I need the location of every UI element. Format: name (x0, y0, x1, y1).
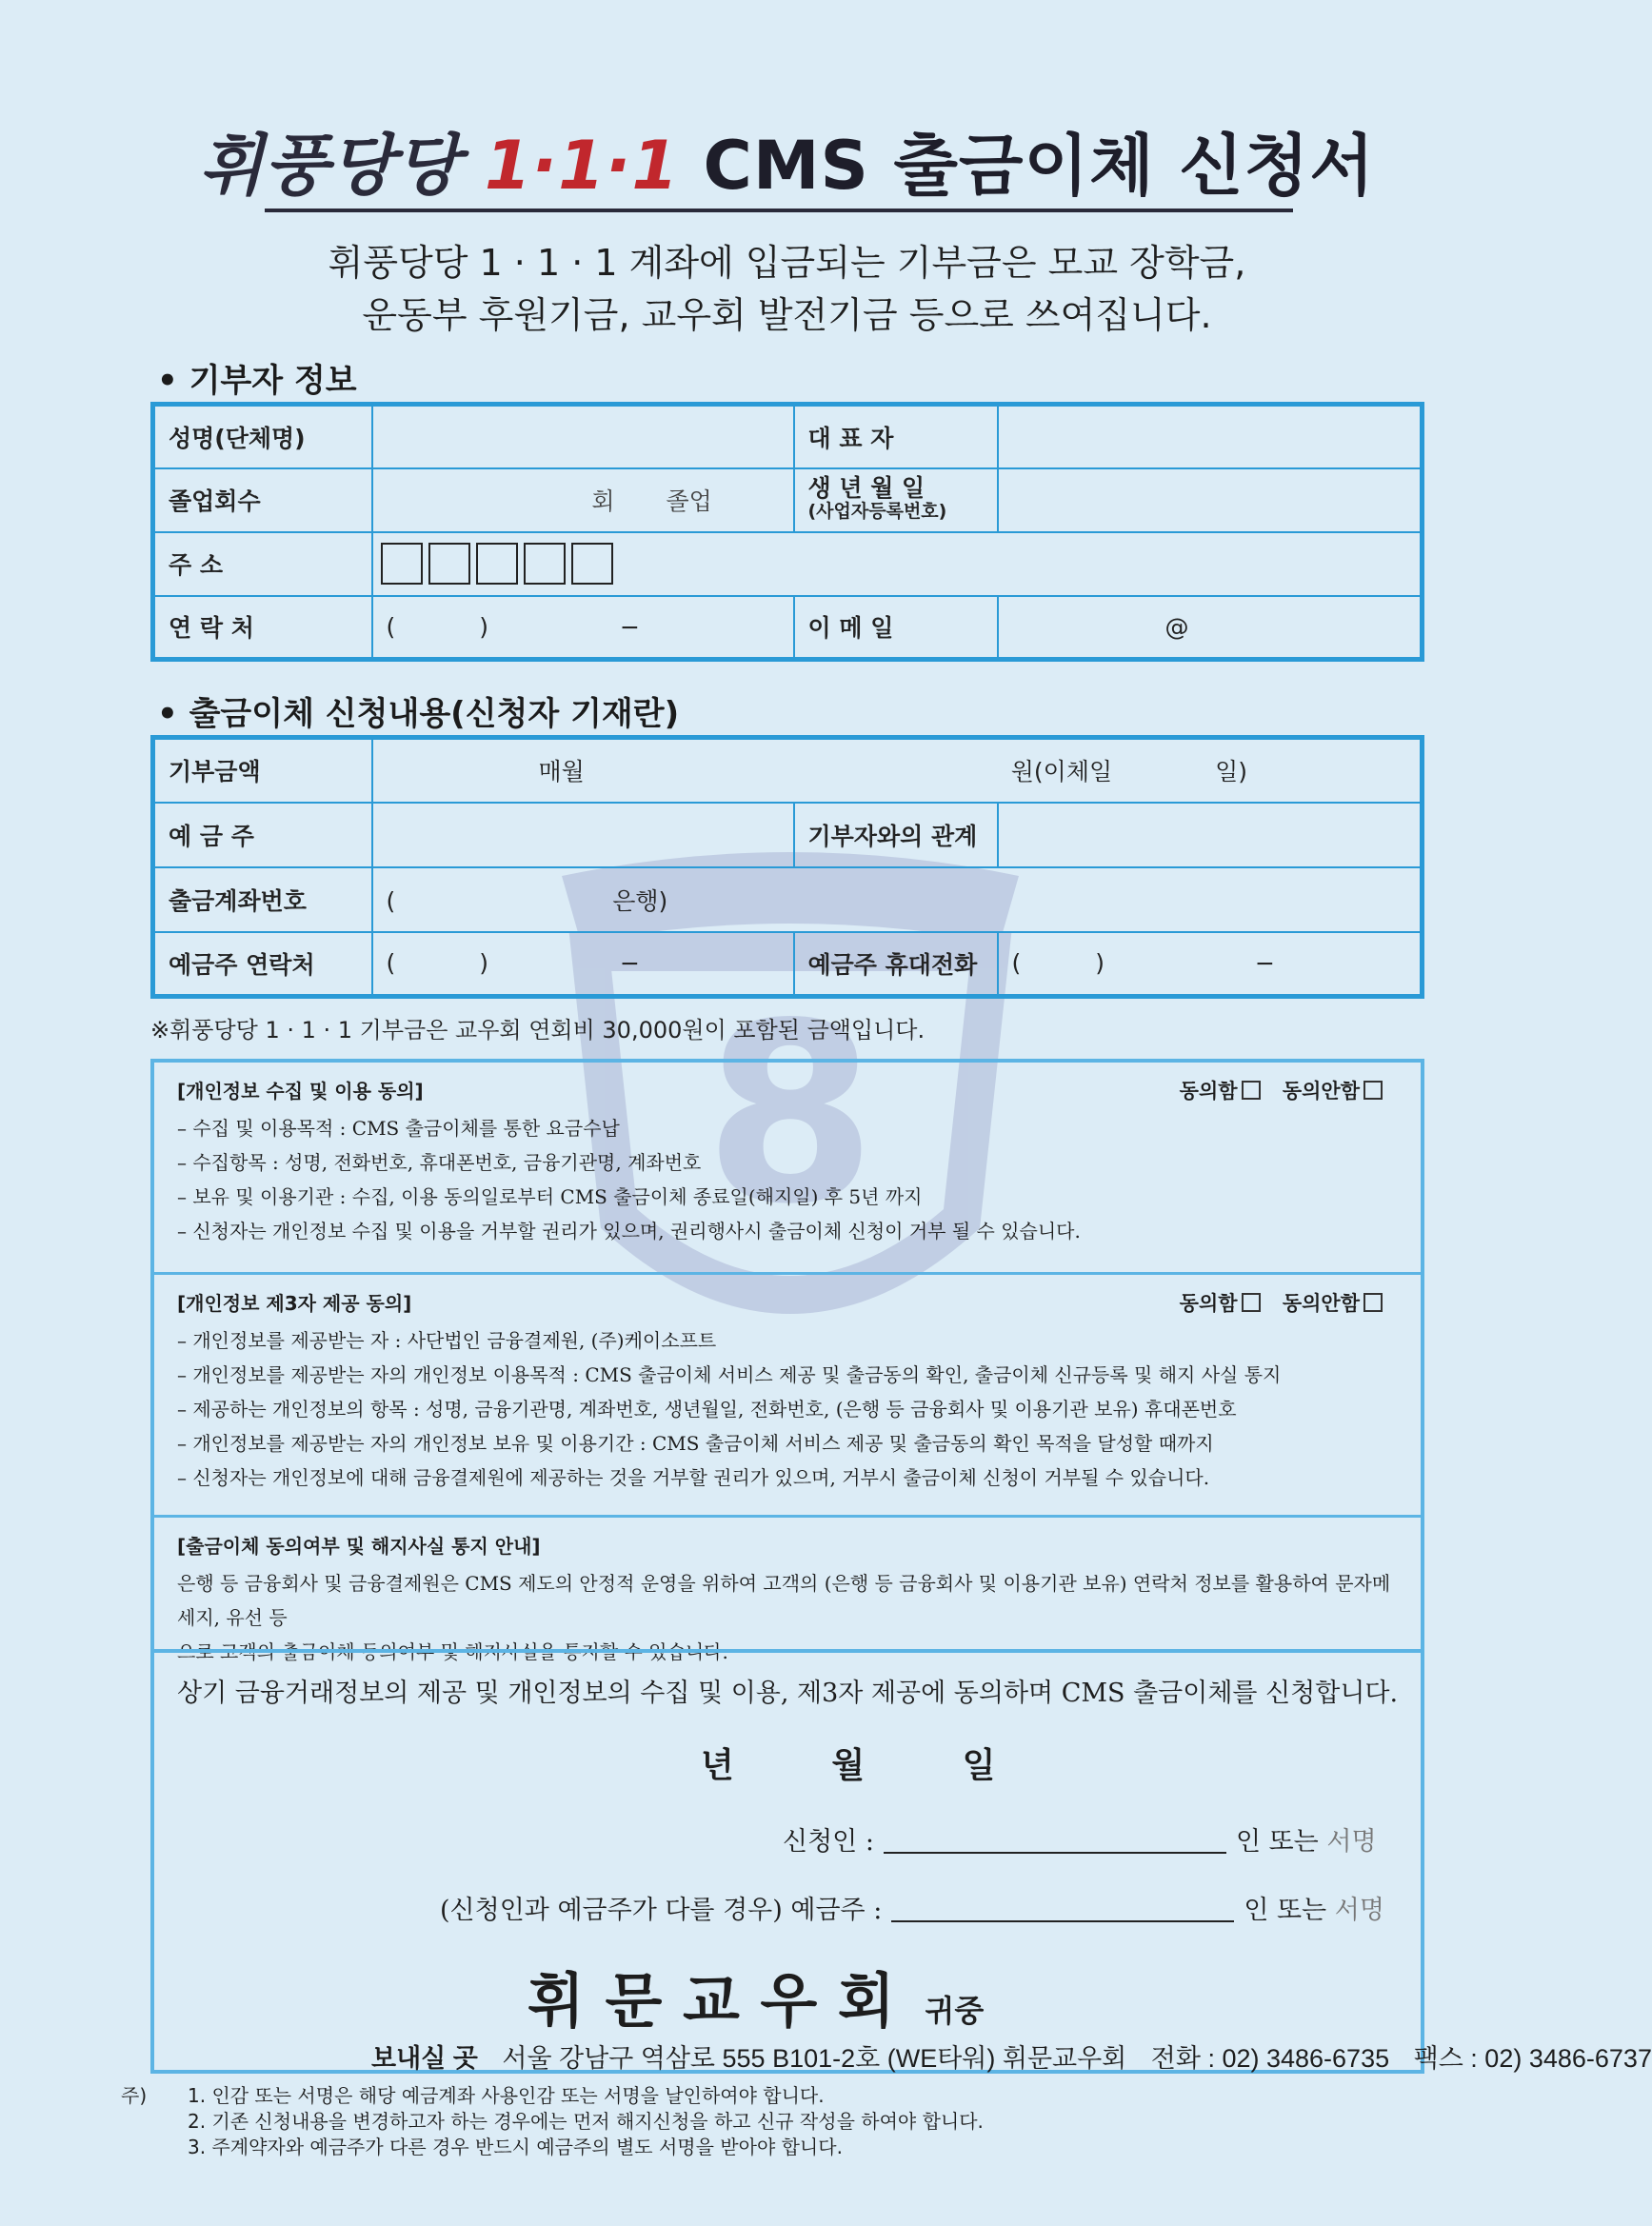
birthdate-label-text: 생 년 월 일 (807, 474, 926, 502)
zip-box[interactable] (524, 543, 566, 585)
send-label: 보내실 곳 (371, 2044, 478, 2073)
amount-label: 기부금액 (153, 738, 372, 803)
name-label: 성명(단체명) (153, 405, 372, 468)
personal-consent-options (1180, 1076, 1398, 1104)
day-close-text: 일) (1215, 758, 1247, 786)
paren-close: ) (479, 949, 488, 978)
contact-field[interactable] (372, 596, 794, 660)
title-underline (265, 209, 1293, 212)
title-text: CMS 출금이체 신청서 (703, 127, 1376, 205)
withdrawal-notice-title: [출금이체 동의여부 및 해지사실 통지 안내] (177, 1535, 541, 1558)
depositor-signature-blank[interactable] (891, 1920, 1234, 1922)
footnote-item: 1. 인감 또는 서명은 해당 예금계좌 사용인감 또는 서명을 날인하여야 합니다. (188, 2084, 825, 2107)
year-label: 년 (701, 1745, 734, 1785)
notice-line: 은행 등 금융회사 및 금융결제원은 CMS 제도의 안정적 운영을 위하여 고객의 (은행 등 금융회사 및 이용기관 보유) 연락처 정보를 활용하여 문자메세지, 유선 등 (177, 1572, 1391, 1629)
depositor-contact-field[interactable] (372, 932, 794, 997)
brand-text: 휘풍당당 (198, 127, 461, 205)
paren-open: ( (386, 612, 396, 641)
zip-box[interactable] (381, 543, 423, 585)
applicant-signature-blank[interactable] (884, 1852, 1226, 1854)
zip-box[interactable] (428, 543, 470, 585)
business-number-sublabel: (사업자등록번호) (807, 501, 947, 522)
bank-paren-open: ( (386, 886, 396, 915)
applicant-label: 신청인 : (783, 1827, 874, 1857)
agree-label: 동의함 (1179, 1292, 1238, 1315)
third-party-consent (154, 1275, 1421, 1518)
seal-text: 인 또는 (1235, 1827, 1319, 1857)
footnote-item: 2. 기존 신청내용을 변경하고자 하는 경우에는 먼저 해지신청을 하고 신규 작성을 하여야 합니다. (188, 2110, 984, 2133)
transfer-section-heading: • 출금이체 신청내용(신청자 기재란) (157, 695, 680, 733)
zip-box[interactable] (476, 543, 518, 585)
birthdate-field[interactable] (998, 468, 1423, 532)
personal-consent-title: [개인정보 수집 및 이용 동의] (177, 1080, 424, 1103)
depositor-mobile-field[interactable] (998, 932, 1423, 997)
notice-line: 으로 고객의 출금이체 동의여부 및 해지사실을 통지할 수 있습니다. (177, 1640, 728, 1663)
consent-line: – 보유 및 이용기관 : 수집, 이용 동의일로부터 CMS 출금이체 종료일(해지일) 후 5년 까지 (177, 1185, 923, 1208)
footnotes (121, 2083, 984, 2160)
won-day-text: 원(이체일 (1010, 758, 1113, 786)
depositor-mobile-label: 예금주 휴대전화 (794, 932, 998, 997)
monthly-text: 매월 (538, 758, 585, 786)
agree-checkbox[interactable] (1242, 1081, 1261, 1100)
brand-number: 1·1·1 (484, 127, 680, 205)
form-title (0, 112, 1574, 209)
email-at: @ (1164, 612, 1189, 641)
fax-number: 팩스 : 02) 3486-6737 (1413, 2044, 1652, 2073)
name-field[interactable] (372, 405, 794, 468)
contact-label: 연 락 처 (153, 596, 372, 660)
representative-field[interactable] (998, 405, 1423, 468)
amount-field[interactable] (372, 738, 1423, 803)
email-label: 이 메 일 (794, 596, 998, 660)
depositor-contact-label: 예금주 연락처 (153, 932, 372, 997)
disagree-label: 동의안함 (1282, 1080, 1360, 1103)
consent-line: – 신청자는 개인정보에 대해 금융결제원에 제공하는 것을 거부할 권리가 있으며, 거부시 출금이체 신청이 거부될 수 있습니다. (177, 1466, 1210, 1489)
third-party-consent-title: [개인정보 제3자 제공 동의] (177, 1292, 412, 1315)
subtitle-line-2: 운동부 후원기금, 교우회 발전기금 등으로 쓰여집니다. (362, 294, 1212, 336)
disagree-checkbox[interactable] (1363, 1081, 1383, 1100)
account-number-label: 출금계좌번호 (153, 867, 372, 932)
agree-label: 동의함 (1179, 1080, 1238, 1103)
sign-text: 서명 (1334, 1896, 1384, 1925)
bank-close-text: 은행) (612, 886, 668, 915)
footnote-marker: 주) (121, 2084, 148, 2107)
consent-line: – 수집항목 : 성명, 전화번호, 휴대폰번호, 금융기관명, 계좌번호 (177, 1151, 702, 1174)
grad-hoe-text: 회 (591, 487, 615, 515)
relation-label: 기부자와의 관계 (794, 803, 998, 867)
disagree-label: 동의안함 (1282, 1292, 1360, 1315)
date-line[interactable] (701, 1739, 995, 1787)
depositor-signature-label: (신청인과 예금주가 다를 경우) 예금주 : (440, 1896, 883, 1925)
signature-section (150, 1649, 1652, 2074)
donor-section-heading: • 기부자 정보 (157, 362, 357, 400)
paren-open: ( (1011, 949, 1022, 978)
consent-section (150, 1059, 1424, 1663)
subtitle-line-1: 휘풍당당 1 · 1 · 1 계좌에 입금되는 기부금은 모교 장학금, (328, 242, 1246, 284)
footnote-item: 3. 주계약자와 예금주가 다른 경우 반드시 예금주의 별도 서명을 받아야 합니다. (188, 2136, 843, 2158)
account-number-field[interactable] (372, 867, 1423, 932)
consent-line: – 개인정보를 제공받는 자의 개인정보 이용목적 : CMS 출금이체 서비스 제공 및 출금동의 확인, 출금이체 신규등록 및 해지 사실 통지 (177, 1363, 1282, 1386)
relation-field[interactable] (998, 803, 1423, 867)
fee-note: ※휘풍당당 1 · 1 · 1 기부금은 교우회 연회비 30,000원이 포함된 금액입니다. (150, 1017, 926, 1043)
send-address: 서울 강남구 역삼로 555 B101-2호 (WE타워) 휘문교우회 (502, 2044, 1127, 2073)
email-field[interactable] (998, 596, 1423, 660)
consent-line: – 신청자는 개인정보 수집 및 이용을 거부할 권리가 있으며, 권리행사시 출금이체 신청이 거부 될 수 있습니다. (177, 1220, 1081, 1242)
day-label: 일 (962, 1745, 996, 1785)
paren-close: ) (1095, 949, 1105, 978)
graduation-field[interactable] (372, 468, 794, 532)
consent-line: – 수집 및 이용목적 : CMS 출금이체를 통한 요금수납 (177, 1117, 620, 1140)
transfer-info-table (150, 735, 1424, 999)
graduation-label: 졸업회수 (153, 468, 372, 532)
consent-statement: 상기 금융거래정보의 제공 및 개인정보의 수집 및 이용, 제3자 제공에 동의하며 CMS 출금이체를 신청합니다. (177, 1679, 1399, 1708)
org-name-text: 휘 문 교 우 회 (527, 1966, 895, 2036)
dash: − (619, 612, 640, 641)
seal-text: 인 또는 (1244, 1896, 1327, 1925)
applicant-signature-line[interactable] (783, 1820, 1377, 1858)
consent-line: – 개인정보를 제공받는 자의 개인정보 보유 및 이용기간 : CMS 출금이체 서비스 제공 및 출금동의 확인 목적을 달성할 때까지 (177, 1432, 1214, 1455)
paren-close: ) (479, 612, 488, 641)
disagree-checkbox[interactable] (1363, 1293, 1383, 1312)
agree-checkbox[interactable] (1242, 1293, 1261, 1312)
third-party-consent-options (1180, 1288, 1398, 1317)
gwijung-text: 귀중 (925, 1993, 985, 2029)
consent-line: – 제공하는 개인정보의 항목 : 성명, 금융기관명, 계좌번호, 생년월일, 전화번호, (은행 등 금융회사 및 이용기관 보유) 휴대폰번호 (177, 1398, 1237, 1421)
address-field[interactable] (372, 532, 1423, 596)
month-label: 월 (831, 1745, 866, 1785)
address-label: 주 소 (153, 532, 372, 596)
sign-text: 서명 (1326, 1827, 1377, 1857)
mailing-info (371, 2037, 1652, 2075)
birthdate-label (794, 468, 998, 532)
dash: − (619, 949, 640, 978)
donor-info-table (150, 402, 1424, 662)
grad-jolup-text: 졸업 (666, 487, 712, 515)
representative-label: 대 표 자 (794, 405, 998, 468)
zip-box[interactable] (571, 543, 613, 585)
personal-info-consent (154, 1063, 1421, 1275)
depositor-signature-line[interactable] (440, 1889, 1384, 1926)
withdrawal-notice (154, 1518, 1421, 1663)
dash: − (1254, 949, 1275, 978)
consent-line: – 개인정보를 제공받는 자 : 사단법인 금융결제원, (주)케이소프트 (177, 1329, 717, 1352)
depositor-field[interactable] (372, 803, 794, 867)
svg-text:8: 8 (704, 971, 877, 1259)
phone-number: 전화 : 02) 3486-6735 (1150, 2044, 1390, 2073)
organization-name (527, 1954, 984, 2038)
depositor-label: 예 금 주 (153, 803, 372, 867)
paren-open: ( (386, 949, 396, 978)
